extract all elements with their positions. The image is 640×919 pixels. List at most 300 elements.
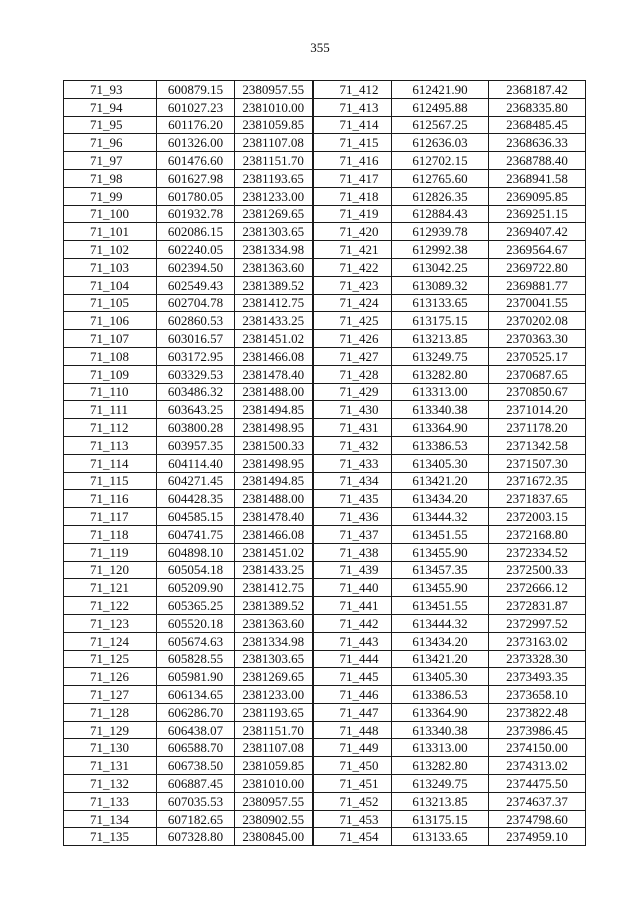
point-id-right-cell: 71_416 [313,152,392,170]
table-row [64,650,586,668]
table-row [64,614,586,632]
point-id-left-cell: 71_121 [64,579,157,597]
x-left-cell: 601326.00 [157,134,235,152]
y-right-cell: 2369564.67 [489,241,586,259]
table-row [64,223,586,241]
point-id-left-cell: 71_101 [64,223,157,241]
x-right-cell: 612636.03 [392,134,489,152]
point-id-right-cell: 71_414 [313,116,392,134]
y-right-cell: 2369722.80 [489,258,586,276]
point-id-right-cell: 71_423 [313,276,392,294]
x-right-cell: 613313.00 [392,383,489,401]
y-left-cell: 2381466.08 [235,347,313,365]
point-id-right-cell: 71_431 [313,419,392,437]
point-id-left-cell: 71_106 [64,312,157,330]
point-id-left-cell: 71_109 [64,365,157,383]
y-left-cell: 2381334.98 [235,632,313,650]
y-left-cell: 2381193.65 [235,703,313,721]
x-left-cell: 601027.23 [157,98,235,116]
point-id-right-cell: 71_421 [313,241,392,259]
table-row [64,294,586,312]
point-id-right-cell: 71_424 [313,294,392,312]
y-right-cell: 2374475.50 [489,775,586,793]
y-left-cell: 2381478.40 [235,365,313,383]
table-row [64,525,586,543]
point-id-right-cell: 71_444 [313,650,392,668]
point-id-left-cell: 71_124 [64,632,157,650]
x-left-cell: 602086.15 [157,223,235,241]
y-right-cell: 2373986.45 [489,721,586,739]
y-right-cell: 2374637.37 [489,792,586,810]
x-left-cell: 603643.25 [157,401,235,419]
x-left-cell: 602549.43 [157,276,235,294]
y-left-cell: 2381412.75 [235,294,313,312]
point-id-right-cell: 71_427 [313,347,392,365]
x-right-cell: 612421.90 [392,81,489,99]
y-right-cell: 2371837.65 [489,490,586,508]
y-right-cell: 2372997.52 [489,614,586,632]
table-row [64,187,586,205]
point-id-left-cell: 71_119 [64,543,157,561]
x-left-cell: 602394.50 [157,258,235,276]
point-id-right-cell: 71_441 [313,597,392,615]
point-id-left-cell: 71_132 [64,775,157,793]
y-left-cell: 2381334.98 [235,241,313,259]
x-left-cell: 603172.95 [157,347,235,365]
point-id-left-cell: 71_133 [64,792,157,810]
point-id-left-cell: 71_127 [64,686,157,704]
y-right-cell: 2368335.80 [489,98,586,116]
table-row [64,775,586,793]
x-right-cell: 612765.60 [392,169,489,187]
y-right-cell: 2374959.10 [489,828,586,846]
point-id-left-cell: 71_98 [64,169,157,187]
x-right-cell: 613249.75 [392,775,489,793]
table-row [64,134,586,152]
point-id-left-cell: 71_104 [64,276,157,294]
table-row [64,543,586,561]
y-left-cell: 2381010.00 [235,98,313,116]
x-right-cell: 613364.90 [392,703,489,721]
point-id-left-cell: 71_125 [64,650,157,668]
point-id-right-cell: 71_449 [313,739,392,757]
point-id-left-cell: 71_107 [64,330,157,348]
table-row [64,454,586,472]
point-id-right-cell: 71_436 [313,508,392,526]
y-right-cell: 2372168.80 [489,525,586,543]
x-left-cell: 606738.50 [157,757,235,775]
y-left-cell: 2381389.52 [235,276,313,294]
y-left-cell: 2381269.65 [235,668,313,686]
x-right-cell: 613313.00 [392,739,489,757]
x-left-cell: 603329.53 [157,365,235,383]
y-left-cell: 2381233.00 [235,686,313,704]
coordinates-table [63,80,586,846]
table-row [64,276,586,294]
table-row [64,810,586,828]
x-right-cell: 612702.15 [392,152,489,170]
table-row [64,401,586,419]
point-id-left-cell: 71_129 [64,721,157,739]
point-id-left-cell: 71_122 [64,597,157,615]
x-right-cell: 613444.32 [392,508,489,526]
table-row [64,668,586,686]
x-left-cell: 606588.70 [157,739,235,757]
point-id-left-cell: 71_116 [64,490,157,508]
x-left-cell: 603957.35 [157,436,235,454]
x-right-cell: 613340.38 [392,401,489,419]
x-left-cell: 604741.75 [157,525,235,543]
x-left-cell: 605828.55 [157,650,235,668]
y-right-cell: 2371014.20 [489,401,586,419]
x-left-cell: 603016.57 [157,330,235,348]
y-left-cell: 2381303.65 [235,223,313,241]
x-left-cell: 605520.18 [157,614,235,632]
point-id-right-cell: 71_420 [313,223,392,241]
x-right-cell: 613175.15 [392,312,489,330]
y-left-cell: 2381389.52 [235,597,313,615]
x-left-cell: 604271.45 [157,472,235,490]
x-left-cell: 604585.15 [157,508,235,526]
x-left-cell: 604428.35 [157,490,235,508]
table-row [64,419,586,437]
x-left-cell: 601176.20 [157,116,235,134]
point-id-left-cell: 71_95 [64,116,157,134]
x-left-cell: 606887.45 [157,775,235,793]
y-left-cell: 2381233.00 [235,187,313,205]
x-left-cell: 605209.90 [157,579,235,597]
y-right-cell: 2369407.42 [489,223,586,241]
y-left-cell: 2380957.55 [235,81,313,99]
y-right-cell: 2371342.58 [489,436,586,454]
table-row [64,205,586,223]
point-id-left-cell: 71_114 [64,454,157,472]
x-right-cell: 612992.38 [392,241,489,259]
table-row [64,116,586,134]
point-id-right-cell: 71_434 [313,472,392,490]
y-left-cell: 2381500.33 [235,436,313,454]
point-id-right-cell: 71_425 [313,312,392,330]
table-row [64,347,586,365]
point-id-right-cell: 71_428 [313,365,392,383]
x-right-cell: 613133.65 [392,294,489,312]
y-left-cell: 2381433.25 [235,312,313,330]
x-right-cell: 613455.90 [392,543,489,561]
point-id-right-cell: 71_418 [313,187,392,205]
point-id-right-cell: 71_433 [313,454,392,472]
y-left-cell: 2381303.65 [235,650,313,668]
y-left-cell: 2381363.60 [235,258,313,276]
x-right-cell: 613405.30 [392,454,489,472]
x-right-cell: 613451.55 [392,525,489,543]
table-row [64,686,586,704]
point-id-left-cell: 71_94 [64,98,157,116]
y-right-cell: 2371672.35 [489,472,586,490]
point-id-right-cell: 71_454 [313,828,392,846]
y-left-cell: 2381412.75 [235,579,313,597]
x-right-cell: 612495.88 [392,98,489,116]
y-right-cell: 2370687.65 [489,365,586,383]
point-id-left-cell: 71_108 [64,347,157,365]
y-left-cell: 2381451.02 [235,543,313,561]
table-row [64,383,586,401]
y-left-cell: 2381488.00 [235,383,313,401]
x-right-cell: 613089.32 [392,276,489,294]
y-right-cell: 2370202.08 [489,312,586,330]
x-left-cell: 601476.60 [157,152,235,170]
table-row [64,757,586,775]
point-id-left-cell: 71_117 [64,508,157,526]
y-left-cell: 2381010.00 [235,775,313,793]
y-right-cell: 2371507.30 [489,454,586,472]
point-id-right-cell: 71_430 [313,401,392,419]
y-left-cell: 2381193.65 [235,169,313,187]
y-right-cell: 2372666.12 [489,579,586,597]
y-left-cell: 2380845.00 [235,828,313,846]
table-row [64,828,586,846]
x-right-cell: 613282.80 [392,365,489,383]
x-right-cell: 613282.80 [392,757,489,775]
y-right-cell: 2372500.33 [489,561,586,579]
table-row [64,365,586,383]
point-id-left-cell: 71_97 [64,152,157,170]
x-left-cell: 601932.78 [157,205,235,223]
table-row [64,436,586,454]
point-id-left-cell: 71_100 [64,205,157,223]
table-row [64,472,586,490]
point-id-left-cell: 71_112 [64,419,157,437]
table-row [64,258,586,276]
y-left-cell: 2381363.60 [235,614,313,632]
point-id-left-cell: 71_102 [64,241,157,259]
x-right-cell: 612884.43 [392,205,489,223]
point-id-left-cell: 71_126 [64,668,157,686]
y-right-cell: 2368485.45 [489,116,586,134]
point-id-right-cell: 71_448 [313,721,392,739]
point-id-right-cell: 71_440 [313,579,392,597]
y-right-cell: 2370850.67 [489,383,586,401]
point-id-right-cell: 71_452 [313,792,392,810]
point-id-right-cell: 71_437 [313,525,392,543]
y-left-cell: 2381498.95 [235,454,313,472]
x-right-cell: 612939.78 [392,223,489,241]
y-right-cell: 2370363.30 [489,330,586,348]
y-left-cell: 2381059.85 [235,757,313,775]
x-right-cell: 613386.53 [392,686,489,704]
x-left-cell: 602704.78 [157,294,235,312]
y-right-cell: 2370041.55 [489,294,586,312]
table-row [64,721,586,739]
y-left-cell: 2381433.25 [235,561,313,579]
x-right-cell: 613386.53 [392,436,489,454]
point-id-right-cell: 71_443 [313,632,392,650]
x-right-cell: 613405.30 [392,668,489,686]
x-right-cell: 612826.35 [392,187,489,205]
x-right-cell: 613444.32 [392,614,489,632]
y-left-cell: 2380957.55 [235,792,313,810]
point-id-left-cell: 71_115 [64,472,157,490]
y-left-cell: 2381151.70 [235,721,313,739]
point-id-left-cell: 71_103 [64,258,157,276]
y-right-cell: 2369251.15 [489,205,586,223]
y-left-cell: 2381107.08 [235,134,313,152]
point-id-right-cell: 71_435 [313,490,392,508]
point-id-left-cell: 71_111 [64,401,157,419]
y-left-cell: 2381494.85 [235,472,313,490]
x-left-cell: 605981.90 [157,668,235,686]
x-right-cell: 613340.38 [392,721,489,739]
x-right-cell: 613421.20 [392,472,489,490]
point-id-right-cell: 71_438 [313,543,392,561]
point-id-right-cell: 71_419 [313,205,392,223]
y-right-cell: 2373822.48 [489,703,586,721]
coordinates-table-body [64,81,586,846]
point-id-left-cell: 71_128 [64,703,157,721]
y-right-cell: 2373163.02 [489,632,586,650]
x-left-cell: 600879.15 [157,81,235,99]
table-row [64,508,586,526]
table-row [64,597,586,615]
y-left-cell: 2380902.55 [235,810,313,828]
x-left-cell: 603486.32 [157,383,235,401]
x-left-cell: 604898.10 [157,543,235,561]
y-left-cell: 2381498.95 [235,419,313,437]
x-left-cell: 602860.53 [157,312,235,330]
x-left-cell: 605674.63 [157,632,235,650]
point-id-right-cell: 71_412 [313,81,392,99]
table-row [64,81,586,99]
y-left-cell: 2381269.65 [235,205,313,223]
x-right-cell: 613213.85 [392,792,489,810]
point-id-right-cell: 71_415 [313,134,392,152]
x-right-cell: 613213.85 [392,330,489,348]
table-row [64,152,586,170]
table-row [64,703,586,721]
point-id-left-cell: 71_131 [64,757,157,775]
point-id-left-cell: 71_99 [64,187,157,205]
point-id-left-cell: 71_118 [64,525,157,543]
y-right-cell: 2374798.60 [489,810,586,828]
y-left-cell: 2381107.08 [235,739,313,757]
point-id-left-cell: 71_120 [64,561,157,579]
x-right-cell: 613434.20 [392,490,489,508]
x-right-cell: 613421.20 [392,650,489,668]
x-left-cell: 606286.70 [157,703,235,721]
x-right-cell: 613455.90 [392,579,489,597]
x-left-cell: 607035.53 [157,792,235,810]
y-right-cell: 2372831.87 [489,597,586,615]
x-left-cell: 605054.18 [157,561,235,579]
point-id-right-cell: 71_453 [313,810,392,828]
y-right-cell: 2372334.52 [489,543,586,561]
x-right-cell: 613042.25 [392,258,489,276]
y-right-cell: 2373328.30 [489,650,586,668]
y-right-cell: 2369095.85 [489,187,586,205]
table-row [64,330,586,348]
point-id-right-cell: 71_417 [313,169,392,187]
x-right-cell: 613364.90 [392,419,489,437]
x-left-cell: 602240.05 [157,241,235,259]
point-id-left-cell: 71_134 [64,810,157,828]
point-id-right-cell: 71_413 [313,98,392,116]
x-right-cell: 613457.35 [392,561,489,579]
x-left-cell: 601780.05 [157,187,235,205]
y-right-cell: 2373658.10 [489,686,586,704]
x-left-cell: 606438.07 [157,721,235,739]
y-right-cell: 2369881.77 [489,276,586,294]
x-left-cell: 607328.80 [157,828,235,846]
point-id-left-cell: 71_93 [64,81,157,99]
x-left-cell: 606134.65 [157,686,235,704]
point-id-right-cell: 71_439 [313,561,392,579]
point-id-left-cell: 71_123 [64,614,157,632]
x-left-cell: 604114.40 [157,454,235,472]
point-id-right-cell: 71_422 [313,258,392,276]
x-right-cell: 613434.20 [392,632,489,650]
point-id-left-cell: 71_110 [64,383,157,401]
x-right-cell: 613175.15 [392,810,489,828]
x-left-cell: 605365.25 [157,597,235,615]
point-id-right-cell: 71_432 [313,436,392,454]
x-right-cell: 613133.65 [392,828,489,846]
point-id-right-cell: 71_445 [313,668,392,686]
table-row [64,490,586,508]
point-id-left-cell: 71_96 [64,134,157,152]
point-id-left-cell: 71_113 [64,436,157,454]
table-row [64,312,586,330]
y-right-cell: 2374150.00 [489,739,586,757]
y-left-cell: 2381466.08 [235,525,313,543]
y-left-cell: 2381488.00 [235,490,313,508]
point-id-right-cell: 71_426 [313,330,392,348]
y-right-cell: 2368941.58 [489,169,586,187]
y-right-cell: 2368187.42 [489,81,586,99]
y-right-cell: 2372003.15 [489,508,586,526]
page-number: 355 [310,40,330,55]
x-left-cell: 603800.28 [157,419,235,437]
point-id-left-cell: 71_130 [64,739,157,757]
y-left-cell: 2381451.02 [235,330,313,348]
point-id-right-cell: 71_442 [313,614,392,632]
table-row [64,98,586,116]
y-right-cell: 2371178.20 [489,419,586,437]
point-id-left-cell: 71_135 [64,828,157,846]
y-left-cell: 2381059.85 [235,116,313,134]
point-id-right-cell: 71_446 [313,686,392,704]
x-right-cell: 613249.75 [392,347,489,365]
point-id-left-cell: 71_105 [64,294,157,312]
table-row [64,241,586,259]
table-row [64,739,586,757]
table-row [64,792,586,810]
y-left-cell: 2381494.85 [235,401,313,419]
table-row [64,579,586,597]
y-left-cell: 2381151.70 [235,152,313,170]
table-row [64,169,586,187]
y-right-cell: 2368636.33 [489,134,586,152]
x-right-cell: 612567.25 [392,116,489,134]
point-id-right-cell: 71_447 [313,703,392,721]
y-left-cell: 2381478.40 [235,508,313,526]
y-right-cell: 2374313.02 [489,757,586,775]
y-right-cell: 2370525.17 [489,347,586,365]
table-row [64,632,586,650]
x-left-cell: 601627.98 [157,169,235,187]
y-right-cell: 2368788.40 [489,152,586,170]
x-left-cell: 607182.65 [157,810,235,828]
point-id-right-cell: 71_451 [313,775,392,793]
table-row [64,561,586,579]
